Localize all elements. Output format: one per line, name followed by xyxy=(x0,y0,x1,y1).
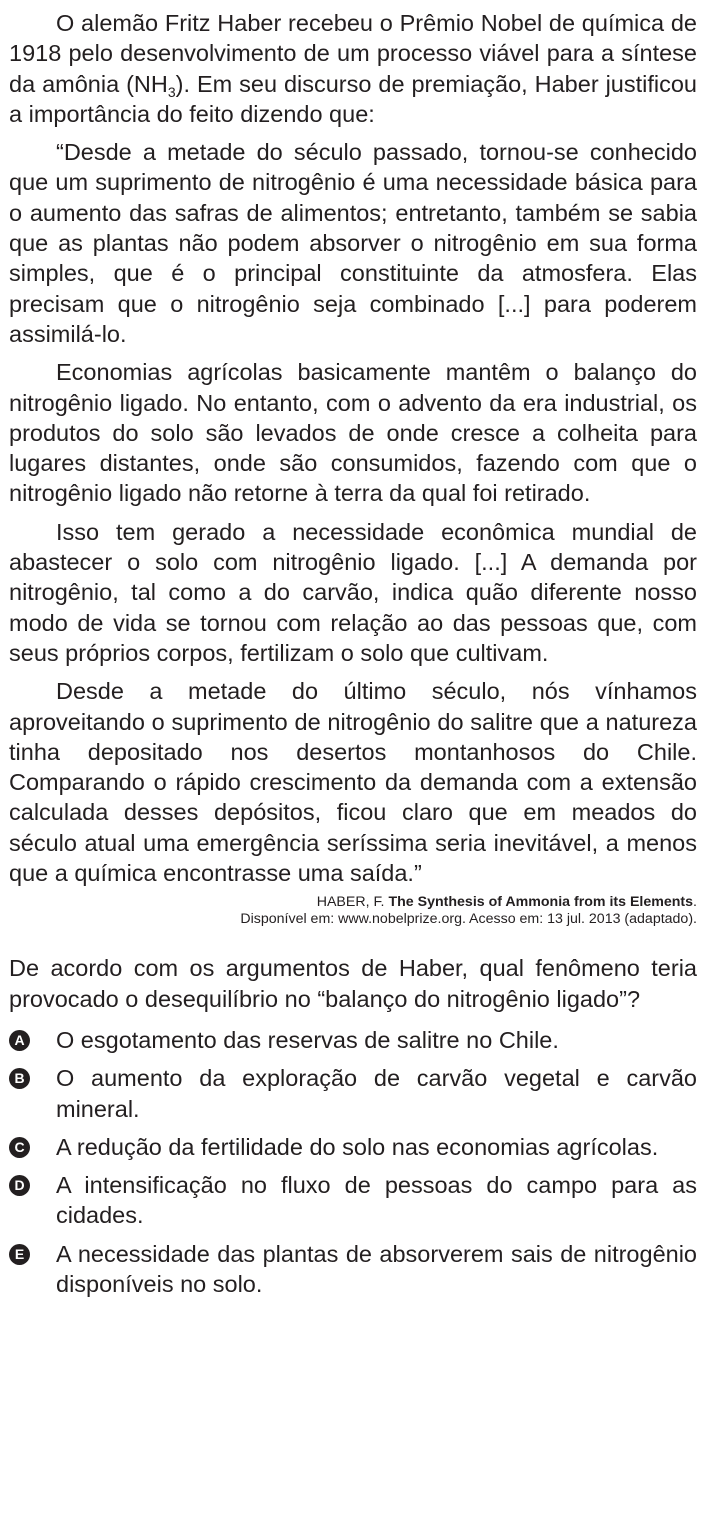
option-b[interactable] xyxy=(9,1063,697,1124)
quote-paragraph-4: Desde a metade do último século, nós vínhamos aproveitando o suprimento de nitrogênio do salitre que a natureza tinha depositado nos desertos montanhosos do Chile. Comparando o rápido crescimento da demanda com a extensão calculada desses depósitos, ficou claro que em meados do século atual uma emergência seríssima seria inevitável, a menos que a química encontrasse uma saída.” xyxy=(9,678,697,887)
intro-text-end: ). Em seu discurso de premiação, Haber justificou a importância do feito dizendo que: xyxy=(9,70,698,127)
quote-paragraph-3: Isso tem gerado a necessidade econômica mundial de abastecer o solo com nitrogênio ligado. [...] A demanda por nitrogênio, tal como a do carvão, indica quão diferente nosso modo de vida se tornou com relação ao das pessoas que, com seus próprios corpos, fertilizam o solo que cultivam. xyxy=(9,518,697,666)
option-a[interactable] xyxy=(9,1025,697,1055)
question-document xyxy=(9,8,697,1307)
option-b-text: O aumento da exploração de carvão vegetal e carvão mineral. xyxy=(56,1065,697,1122)
intro-text-start: O alemão Fritz Haber recebeu o Prêmio Nobel de química de 1918 pelo desenvolvimento de um processo viável para a síntese da amônia (NH xyxy=(9,10,697,97)
quote-paragraph-1: “Desde a metade do século passado, tornou-se conhecido que um suprimento de nitrogênio é uma necessidade básica para o aumento das safras de alimentos; entretanto, também se sabia que as plantas não podem absorver o nitrogênio em sua forma simples, que é o principal constituinte da atmosfera. Elas precisam que o nitrogênio seja combinado [...] para poderem assimilá-lo. xyxy=(9,139,697,347)
intro-paragraph xyxy=(9,8,697,129)
quote-paragraph-2: Economias agrícolas basicamente mantêm o balanço do nitrogênio ligado. No entanto, com o advento da era industrial, os produtos do solo são levados de onde cresce a colheita para lugares distantes, onde são consumidos, fazendo com que o nitrogênio ligado não retorne à terra da qual foi retirado. xyxy=(9,359,697,507)
option-a-text: O esgotamento das reservas de salitre no Chile. xyxy=(56,1026,559,1053)
option-d-text: A intensificação no fluxo de pessoas do campo para as cidades. xyxy=(56,1172,697,1229)
option-d[interactable] xyxy=(9,1170,697,1231)
option-c[interactable] xyxy=(9,1132,697,1162)
citation-line-2: Disponível em: www.nobelprize.org. Acesso em: 13 jul. 2013 (adaptado). xyxy=(240,911,697,928)
answer-options xyxy=(9,1025,697,1299)
option-b-letter-icon: B xyxy=(9,1068,30,1089)
option-c-text: A redução da fertilidade do solo nas economias agrícolas. xyxy=(56,1133,659,1160)
option-e-text: A necessidade das plantas de absorverem sais de nitrogênio disponíveis no solo. xyxy=(56,1240,697,1297)
option-e[interactable] xyxy=(9,1239,697,1300)
citation-title: The Synthesis of Ammonia from its Elements xyxy=(388,894,694,911)
option-a-letter-icon: A xyxy=(9,1030,30,1051)
ammonia-subscript: 3 xyxy=(167,83,176,100)
option-e-letter-icon: E xyxy=(9,1244,30,1265)
option-d-letter-icon: D xyxy=(9,1175,30,1196)
citation-author: HABER, F. xyxy=(316,894,385,911)
citation-line-1: HABER, F. The Synthesis of Ammonia from its Elements. xyxy=(316,894,697,911)
option-c-letter-icon: C xyxy=(9,1137,30,1158)
source-citation xyxy=(9,894,697,928)
question-prompt: De acordo com os argumentos de Haber, qual fenômeno teria provocado o desequilíbrio no “balanço do nitrogênio ligado”? xyxy=(9,955,697,1012)
